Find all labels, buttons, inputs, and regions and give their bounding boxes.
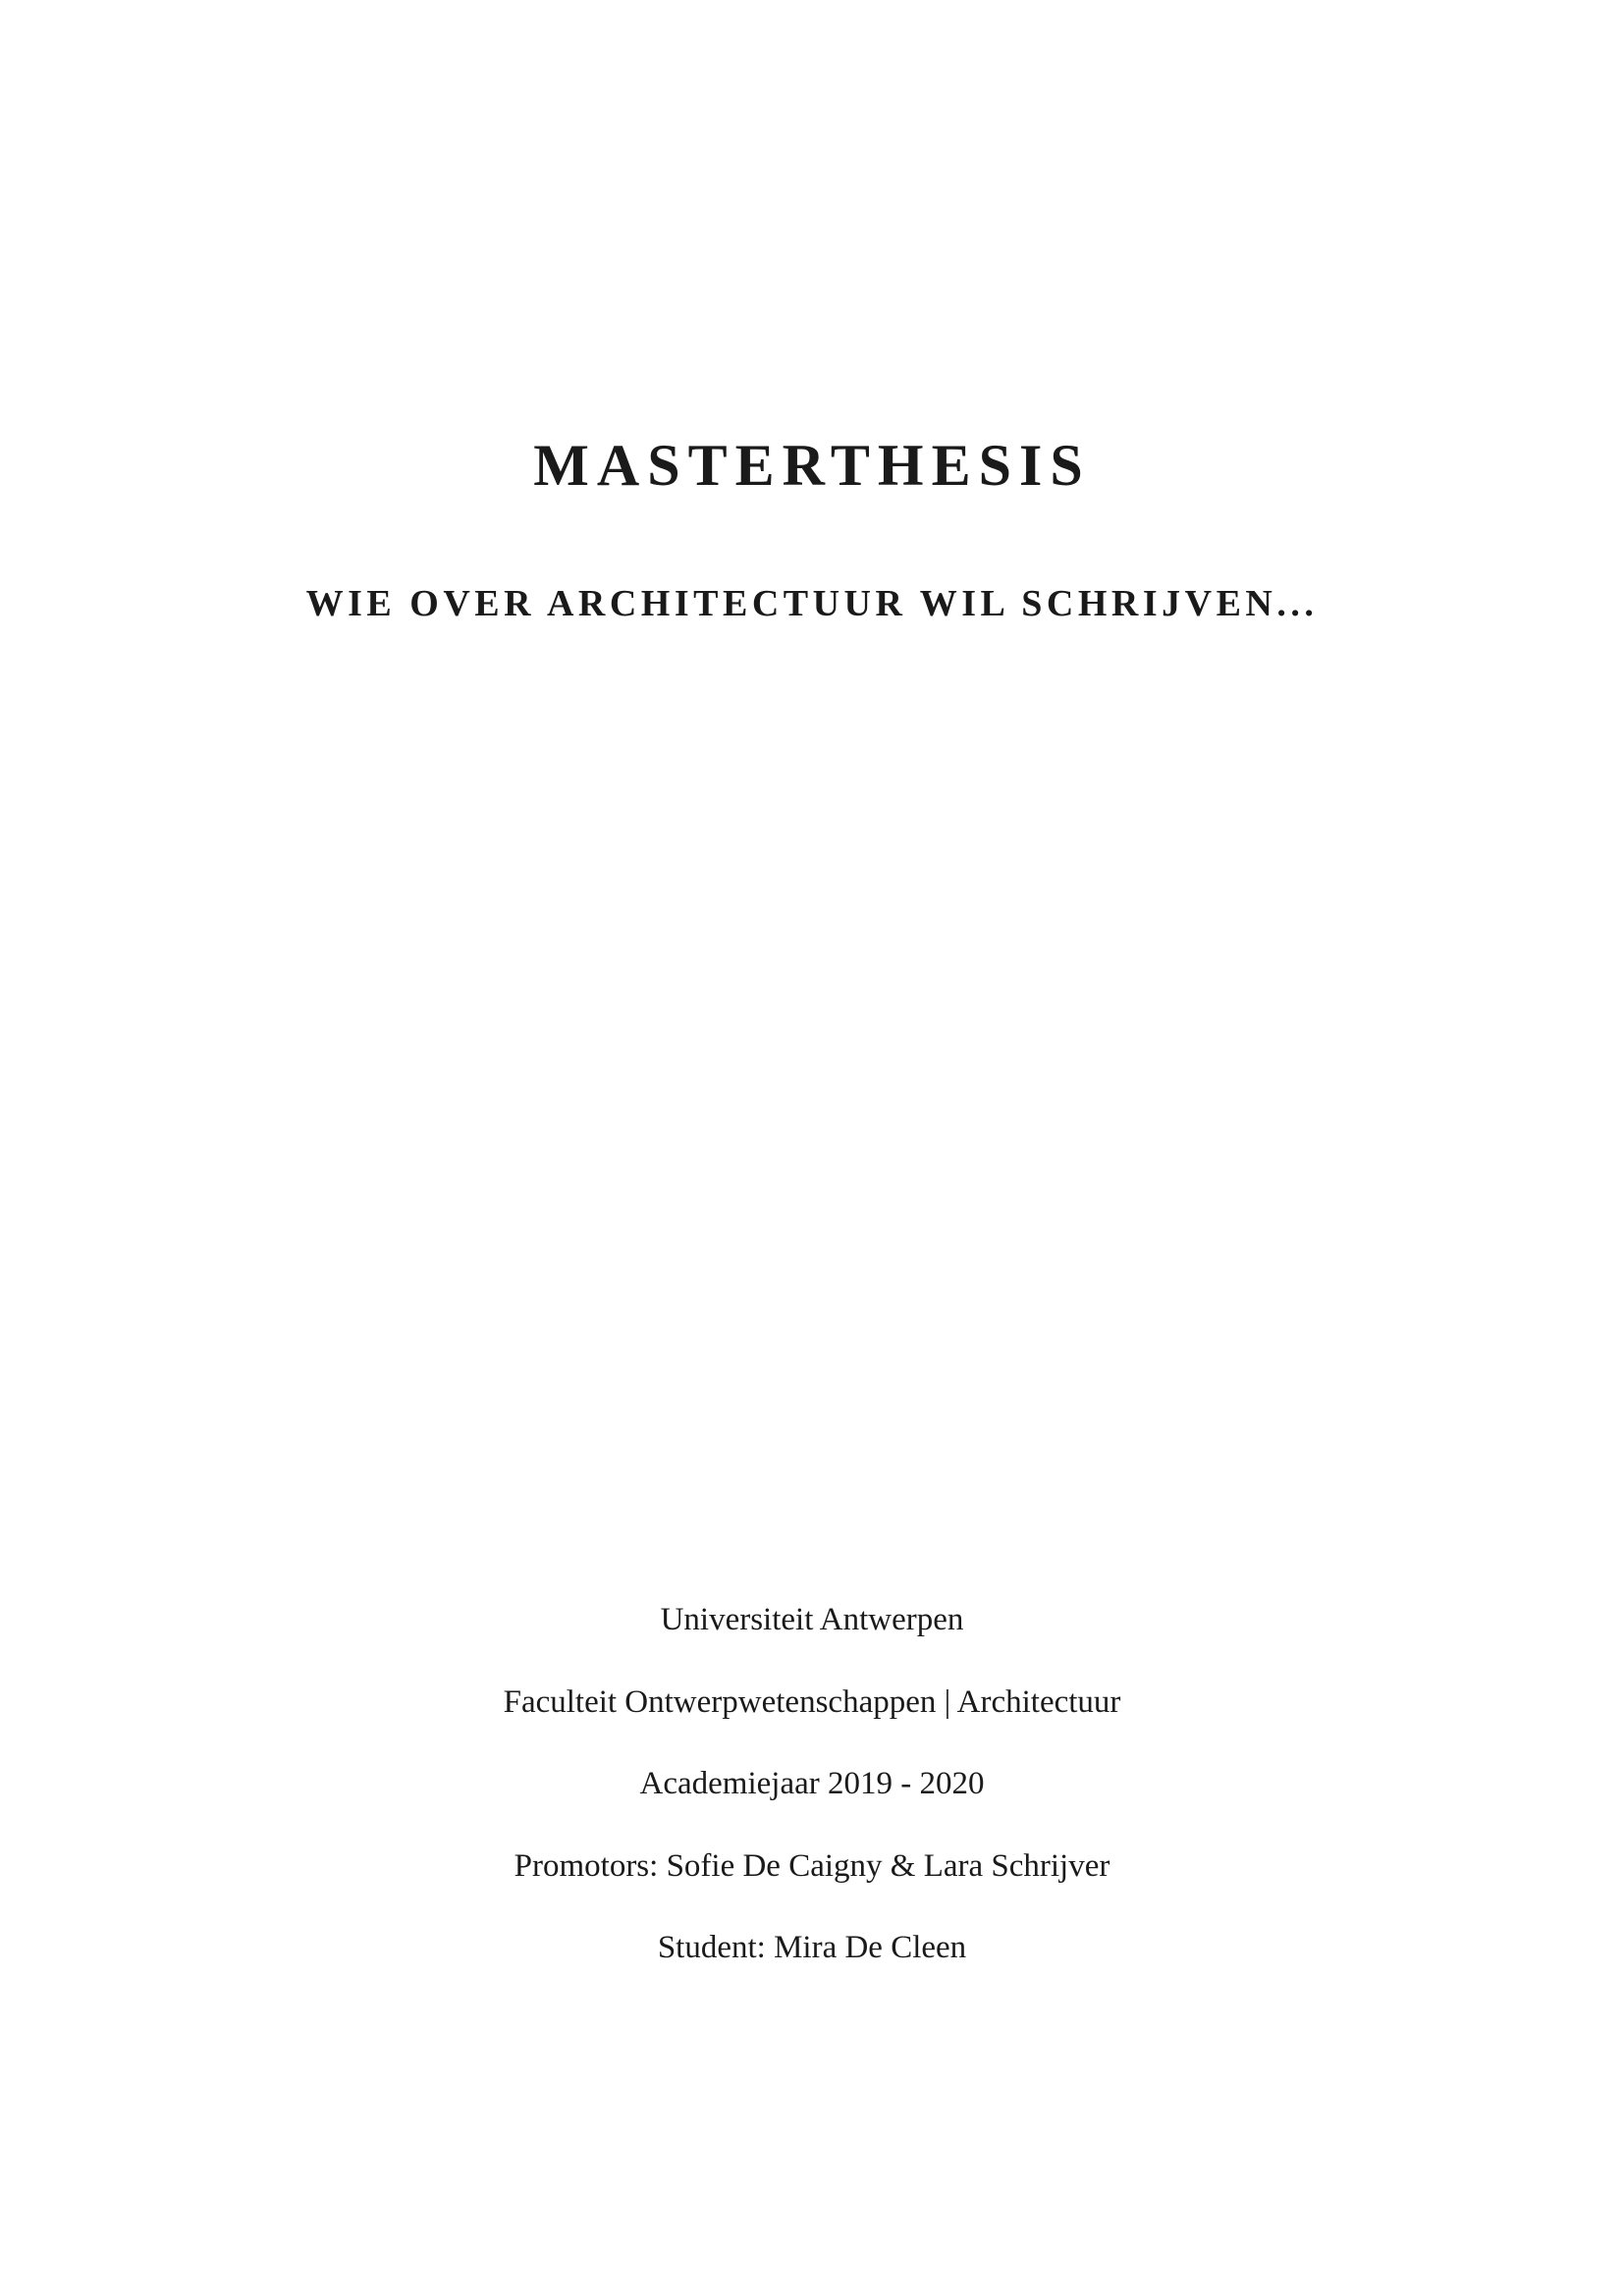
thesis-subtitle: WIE OVER ARCHITECTUUR WIL SCHRIJVEN... [305, 583, 1319, 624]
promotors: Promotors: Sofie De Caigny & Lara Schrijver [514, 1847, 1110, 1884]
thesis-title: MASTERTHESIS [533, 433, 1091, 498]
university-name: Universiteit Antwerpen [660, 1602, 964, 1637]
faculty-name: Faculteit Ontwerpwetenschappen | Architectuur [503, 1683, 1121, 1720]
academic-year: Academiejaar 2019 - 2020 [639, 1766, 985, 1801]
student-name: Student: Mira De Cleen [657, 1930, 967, 1965]
thesis-info-block [0, 1600, 1624, 2010]
